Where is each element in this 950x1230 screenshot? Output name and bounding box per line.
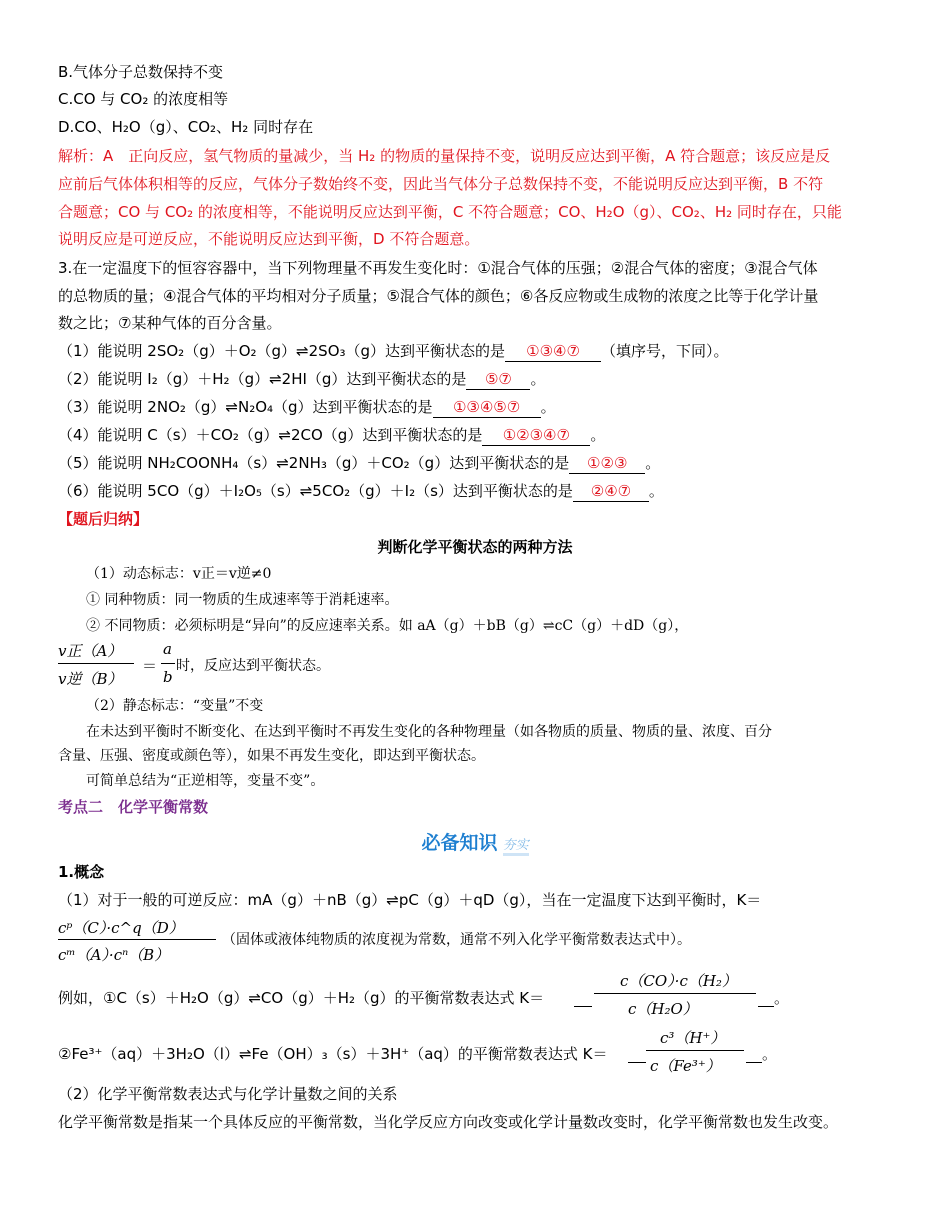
ratio-equals: ＝ — [142, 657, 158, 675]
banner-sub: 夯实 — [503, 838, 529, 856]
concept-heading: 1.概念 — [58, 863, 105, 881]
answer-blank-4: ①②③④⑦ — [482, 425, 590, 446]
concept-text-1: （1）对于一般的可逆反应：mA（g）＋nB（g）⇌pC（g）＋qD（g），当在一定温度下达到平衡时，K＝ — [58, 891, 762, 909]
example-2-blank-left — [628, 1062, 646, 1063]
k-numerator: cᵖ（C）·c^q（D） — [58, 919, 184, 937]
k-note: （固体或液体纯物质的浓度视为常数，通常不列入化学平衡常数表达式中）。 — [222, 932, 691, 948]
example-1-blank-right — [758, 1006, 774, 1007]
ratio-b: b — [163, 668, 173, 686]
static-sign-summary: 可简单总结为“正逆相等，变量不变”。 — [86, 773, 325, 789]
answer-blank-2: ⑤⑦ — [466, 369, 530, 390]
dynamic-sign-different-substance: ② 不同物质：必须标明是“异向”的反应速率关系。如 aA（g）＋bB（g）⇌cC（g）＋dD（g）， — [86, 618, 689, 634]
static-sign: （2）静态标志：“变量”不变 — [86, 698, 264, 714]
summary-title: 判断化学平衡状态的两种方法 — [377, 538, 573, 556]
banner-main: 必备知识 — [421, 832, 498, 854]
sub-question-3: （3）能说明 2NO₂（g）⇌N₂O₄（g）达到平衡状态的是 ①③④⑤⑦ 。 — [58, 398, 556, 416]
example-1: 例如，①C（s）＋H₂O（g）⇌CO（g）＋H₂（g）的平衡常数表达式 K＝ — [58, 989, 545, 1007]
dynamic-sign: （1）动态标志：v正＝v逆≠0 — [86, 566, 272, 582]
example-1-fraction-bar — [594, 993, 756, 994]
ratio-denominator: v逆（B） — [58, 670, 123, 688]
dynamic-sign-same-substance: ① 同种物质：同一物质的生成速率等于消耗速率。 — [86, 592, 399, 608]
example-1-end: 。 — [774, 989, 790, 1007]
ratio-fraction-bar — [58, 663, 134, 664]
relation-text: 化学平衡常数是指某一个具体反应的平衡常数，当化学反应方向改变或化学计量数改变时，化学平衡常数也发生改变。 — [58, 1113, 839, 1131]
ratio-numerator: v正（A） — [58, 642, 123, 660]
sub-question-5: （5）能说明 NH₂COONH₄（s）⇌2NH₃（g）＋CO₂（g）达到平衡状态的是 ①②③ 。 — [58, 454, 661, 472]
answer-blank-6: ②④⑦ — [573, 481, 649, 502]
example-2-numerator: c³（H⁺） — [660, 1029, 726, 1047]
analysis-line-4: 说明反应是可逆反应，不能说明反应达到平衡，D 不符合题意。 — [58, 230, 480, 248]
question-3-line-1: 3.在一定温度下的恒容容器中，当下列物理量不再发生变化时：①混合气体的压强；②混合气体的密度；③混合气体 — [58, 259, 818, 277]
example-2-blank-right — [746, 1062, 762, 1063]
question-3-line-3: 数之比；⑦某种气体的百分含量。 — [58, 314, 282, 332]
option-b: B.气体分子总数保持不变 — [58, 63, 224, 81]
example-2-end: 。 — [762, 1045, 778, 1063]
k-denominator: cᵐ（A）·cⁿ（B） — [58, 946, 170, 964]
sub-question-4: （4）能说明 C（s）＋CO₂（g）⇌2CO（g）达到平衡状态的是 ①②③④⑦ 。 — [58, 426, 606, 444]
answer-blank-5: ①②③ — [569, 453, 645, 474]
ratio-a: a — [163, 640, 172, 658]
sub-question-6: （6）能说明 5CO（g）＋I₂O₅（s）⇌5CO₂（g）＋I₂（s）达到平衡状态的是 ②④⑦ 。 — [58, 482, 664, 500]
sub-question-1: （1）能说明 2SO₂（g）＋O₂（g）⇌2SO₃（g）达到平衡状态的是 ①③④⑦ （填序号，下同）。 — [58, 342, 729, 360]
option-c: C.CO 与 CO₂ 的浓度相等 — [58, 90, 229, 108]
option-d: D.CO、H₂O（g）、CO₂、H₂ 同时存在 — [58, 118, 314, 136]
ratio-ab-bar — [161, 663, 175, 664]
example-1-numerator: c（CO）·c（H₂） — [620, 972, 737, 990]
example-1-blank-left — [574, 1006, 592, 1007]
static-sign-text-1: 在未达到平衡时不断变化、在达到平衡时不再发生变化的各种物理量（如各物质的质量、物质的量、浓度、百分 — [86, 724, 772, 740]
sub-question-2: （2）能说明 I₂（g）＋H₂（g）⇌2HI（g）达到平衡状态的是 ⑤⑦ 。 — [58, 370, 546, 388]
example-2-denominator: c（Fe³⁺） — [650, 1057, 721, 1075]
summary-tag: 【题后归纳】 — [58, 510, 149, 528]
ratio-tail: 时，反应达到平衡状态。 — [176, 658, 330, 674]
relation-heading: （2）化学平衡常数表达式与化学计量数之间的关系 — [58, 1085, 398, 1103]
example-1-denominator: c（H₂O） — [628, 1000, 698, 1018]
knowledge-banner — [0, 828, 950, 855]
analysis-line-3: 合题意；CO 与 CO₂ 的浓度相等，不能说明反应达到平衡，C 不符合题意；CO、H₂O（g）、CO₂、H₂ 同时存在，只能 — [58, 203, 842, 221]
static-sign-text-2: 含量、压强、密度或颜色等），如果不再发生变化，即达到平衡状态。 — [58, 748, 485, 764]
example-2: ②Fe³⁺（aq）＋3H₂O（l）⇌Fe（OH）₃（s）＋3H⁺（aq）的平衡常数表达式 K＝ — [58, 1045, 608, 1063]
answer-blank-1: ①③④⑦ — [505, 341, 601, 362]
k-fraction-bar — [58, 939, 216, 940]
analysis-line-2: 应前后气体体积相等的反应，气体分子数始终不变，因此当气体分子总数保持不变，不能说明反应达到平衡，B 不符 — [58, 175, 824, 193]
answer-blank-3: ①③④⑤⑦ — [433, 397, 541, 418]
question-3-line-2: 的总物质的量；④混合气体的平均相对分子质量；⑤混合气体的颜色；⑥各反应物或生成物的浓度之比等于化学计量 — [58, 287, 819, 305]
example-2-fraction-bar — [646, 1050, 744, 1051]
analysis-line-1: 解析：A 正向反应，氢气物质的量减少，当 H₂ 的物质的量保持不变，说明反应达到平衡，A 符合题意；该反应是反 — [58, 147, 831, 165]
section-point-2: 考点二 化学平衡常数 — [58, 798, 209, 816]
